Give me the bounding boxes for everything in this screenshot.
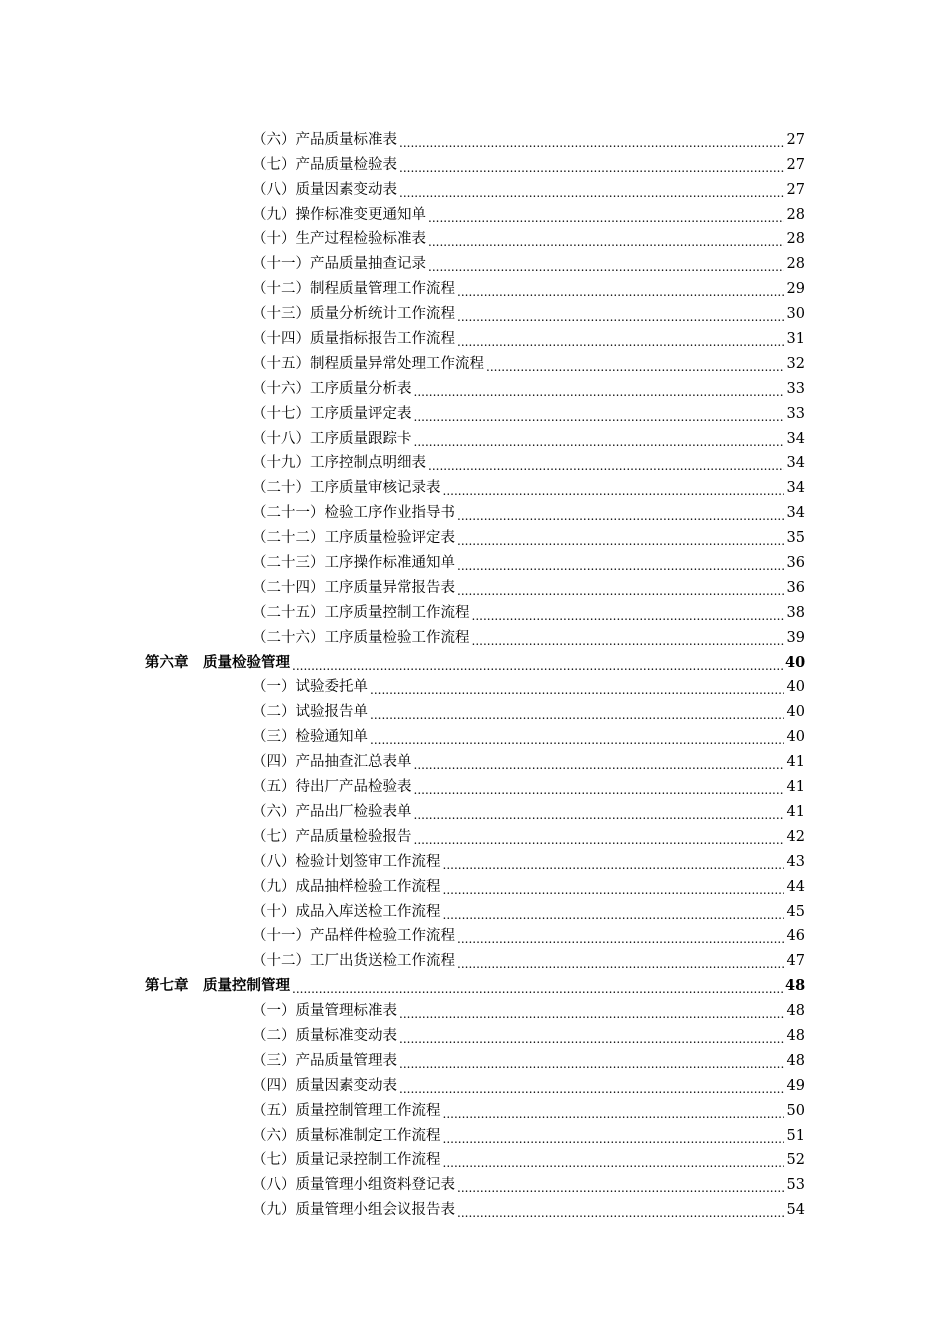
- toc-page-number: 40: [786, 729, 805, 746]
- toc-entry[interactable]: [0, 398, 950, 423]
- toc-page-number: 51: [786, 1127, 805, 1144]
- toc-entry-title: （二十二）工序质量检验评定表: [252, 530, 455, 547]
- toc-entry[interactable]: [0, 273, 950, 298]
- toc-entry-title: （二十三）工序操作标准通知单: [252, 555, 455, 572]
- toc-entry[interactable]: [0, 821, 950, 846]
- toc-entry[interactable]: [0, 1070, 950, 1095]
- toc-dot-leader: [443, 1151, 785, 1169]
- toc-entry[interactable]: [0, 423, 950, 448]
- toc-entry-title: （三）检验通知单: [252, 729, 368, 746]
- toc-entry-title: （二十一）检验工序作业指导书: [252, 505, 455, 522]
- toc-entry[interactable]: [0, 1120, 950, 1145]
- toc-page-number: 36: [786, 579, 805, 596]
- toc-entry-title: （七）产品质量检验表: [252, 156, 397, 173]
- toc-entry-title: （八）检验计划签审工作流程: [252, 853, 441, 870]
- toc-dot-leader: [443, 1102, 785, 1120]
- toc-page-number: 34: [786, 480, 805, 497]
- toc-dot-leader: [457, 927, 784, 945]
- toc-entry[interactable]: [0, 323, 950, 348]
- toc-entry[interactable]: [0, 224, 950, 249]
- toc-entry[interactable]: [0, 846, 950, 871]
- toc-entry-title: （十六）工序质量分析表: [252, 380, 412, 397]
- toc-page-number: 50: [786, 1102, 805, 1119]
- toc-page-number: 49: [786, 1077, 805, 1094]
- toc-page-number: 34: [786, 505, 805, 522]
- toc-dot-leader: [414, 778, 785, 796]
- toc-entry-title: （二十六）工序质量检验工作流程: [252, 629, 470, 646]
- toc-entry-title: （三）产品质量管理表: [252, 1052, 397, 1069]
- toc-dot-leader: [414, 405, 785, 423]
- toc-dot-leader: [457, 1201, 784, 1219]
- toc-entry[interactable]: [0, 472, 950, 497]
- toc-page-number: 29: [786, 281, 805, 298]
- toc-entry-title: （八）质量因素变动表: [252, 181, 397, 198]
- toc-entry-title: （二）试验报告单: [252, 704, 368, 721]
- toc-entry[interactable]: [0, 746, 950, 771]
- toc-dot-leader: [414, 753, 785, 771]
- toc-entry-title: （九）质量管理小组会议报告表: [252, 1202, 455, 1219]
- toc-dot-leader: [399, 156, 784, 174]
- toc-page-number: 52: [786, 1152, 805, 1169]
- toc-dot-leader: [443, 853, 785, 871]
- toc-entry-title: （九）操作标准变更通知单: [252, 206, 426, 223]
- toc-entry[interactable]: [0, 1169, 950, 1194]
- toc-page-number: 47: [786, 953, 805, 970]
- toc-entry[interactable]: [0, 1095, 950, 1120]
- toc-page-number: 27: [786, 156, 805, 173]
- toc-entry-title: 第六章 质量检验管理: [145, 653, 290, 671]
- toc-entry-title: （八）质量管理小组资料登记表: [252, 1177, 455, 1194]
- toc-page-number: 38: [786, 604, 805, 621]
- toc-entry-title: （五）质量控制管理工作流程: [252, 1102, 441, 1119]
- toc-entry[interactable]: [0, 298, 950, 323]
- toc-page-number: 27: [786, 181, 805, 198]
- toc-entry[interactable]: [0, 995, 950, 1020]
- table-of-contents: [0, 124, 950, 1219]
- toc-dot-leader: [443, 878, 785, 896]
- toc-page-number: 31: [786, 331, 805, 348]
- toc-entry-title: （二十五）工序质量控制工作流程: [252, 604, 470, 621]
- toc-page-number: 41: [786, 803, 805, 820]
- toc-entry-title: （十）成品入库送检工作流程: [252, 903, 441, 920]
- toc-entry-title: （五）待出厂产品检验表: [252, 779, 412, 796]
- toc-page-number: 30: [786, 306, 805, 323]
- toc-dot-leader: [457, 554, 784, 572]
- toc-page-number: 48: [786, 1052, 805, 1069]
- toc-entry-title: （十七）工序质量评定表: [252, 405, 412, 422]
- toc-entry-title: （四）质量因素变动表: [252, 1077, 397, 1094]
- toc-dot-leader: [370, 703, 784, 721]
- toc-entry-title: （十三）质量分析统计工作流程: [252, 306, 455, 323]
- toc-dot-leader: [370, 678, 784, 696]
- toc-entry-title: （十二）工厂出货送检工作流程: [252, 953, 455, 970]
- toc-dot-leader: [457, 529, 784, 547]
- toc-page-number: 39: [786, 629, 805, 646]
- toc-page-number: 48: [785, 977, 806, 995]
- toc-entry[interactable]: [0, 348, 950, 373]
- toc-entry[interactable]: [0, 622, 950, 647]
- toc-dot-leader: [292, 654, 784, 672]
- toc-page-number: 28: [786, 206, 805, 223]
- toc-page-number: 44: [786, 878, 805, 895]
- toc-entry-title: （十一）产品质量抽查记录: [252, 256, 426, 273]
- toc-dot-leader: [486, 355, 784, 373]
- toc-entry[interactable]: [0, 547, 950, 572]
- toc-entry-title: （七）产品质量检验报告: [252, 828, 412, 845]
- toc-page-number: 48: [786, 1003, 805, 1020]
- toc-chapter-entry[interactable]: [0, 647, 950, 672]
- toc-entry[interactable]: [0, 124, 950, 149]
- toc-dot-leader: [457, 504, 784, 522]
- toc-page-number: 35: [786, 530, 805, 547]
- toc-page-number: 28: [786, 256, 805, 273]
- toc-entry-title: （二）质量标准变动表: [252, 1027, 397, 1044]
- toc-entry[interactable]: [0, 248, 950, 273]
- toc-entry-title: （一）试验委托单: [252, 679, 368, 696]
- toc-dot-leader: [428, 230, 784, 248]
- toc-entry-title: （十）生产过程检验标准表: [252, 231, 426, 248]
- toc-dot-leader: [428, 454, 784, 472]
- toc-entry-title: （四）产品抽查汇总表单: [252, 754, 412, 771]
- toc-dot-leader: [472, 604, 785, 622]
- toc-page-number: 48: [786, 1027, 805, 1044]
- toc-dot-leader: [399, 1002, 784, 1020]
- toc-entry[interactable]: [0, 174, 950, 199]
- toc-entry[interactable]: [0, 921, 950, 946]
- toc-page-number: 36: [786, 555, 805, 572]
- toc-entry-title: （九）成品抽样检验工作流程: [252, 878, 441, 895]
- toc-page-number: 41: [786, 779, 805, 796]
- toc-entry[interactable]: [0, 448, 950, 473]
- toc-entry[interactable]: [0, 572, 950, 597]
- toc-entry[interactable]: [0, 522, 950, 547]
- toc-entry-title: （十一）产品样件检验工作流程: [252, 928, 455, 945]
- toc-entry[interactable]: [0, 497, 950, 522]
- toc-page-number: 28: [786, 231, 805, 248]
- toc-page-number: 27: [786, 131, 805, 148]
- toc-dot-leader: [399, 1027, 784, 1045]
- toc-page-number: 54: [786, 1202, 805, 1219]
- toc-page-number: 53: [786, 1177, 805, 1194]
- toc-entry[interactable]: [0, 945, 950, 970]
- toc-dot-leader: [443, 903, 785, 921]
- toc-page-number: 40: [786, 679, 805, 696]
- toc-entry[interactable]: [0, 1020, 950, 1045]
- toc-entry[interactable]: [0, 1045, 950, 1070]
- toc-entry[interactable]: [0, 721, 950, 746]
- toc-dot-leader: [443, 1127, 785, 1145]
- toc-entry[interactable]: [0, 796, 950, 821]
- toc-page-number: 40: [786, 704, 805, 721]
- toc-entry[interactable]: [0, 199, 950, 224]
- toc-chapter-entry[interactable]: [0, 970, 950, 995]
- toc-entry[interactable]: [0, 771, 950, 796]
- toc-page-number: 33: [786, 380, 805, 397]
- toc-entry-title: （一）质量管理标准表: [252, 1003, 397, 1020]
- toc-dot-leader: [472, 629, 785, 647]
- toc-page-number: 41: [786, 754, 805, 771]
- toc-page-number: 32: [786, 355, 805, 372]
- toc-entry-title: （二十）工序质量审核记录表: [252, 480, 441, 497]
- toc-entry-title: （七）质量记录控制工作流程: [252, 1152, 441, 1169]
- toc-entry-title: 第七章 质量控制管理: [145, 977, 290, 995]
- toc-page-number: 40: [785, 653, 806, 671]
- toc-dot-leader: [399, 1077, 784, 1095]
- toc-entry-title: （十四）质量指标报告工作流程: [252, 331, 455, 348]
- toc-entry-title: （六）产品出厂检验表单: [252, 803, 412, 820]
- toc-entry[interactable]: [0, 1194, 950, 1219]
- toc-entry[interactable]: [0, 696, 950, 721]
- toc-dot-leader: [414, 430, 785, 448]
- toc-dot-leader: [457, 579, 784, 597]
- toc-entry[interactable]: [0, 149, 950, 174]
- toc-entry[interactable]: [0, 896, 950, 921]
- toc-entry-title: （二十四）工序质量异常报告表: [252, 579, 455, 596]
- toc-dot-leader: [399, 1052, 784, 1070]
- toc-dot-leader: [370, 728, 784, 746]
- toc-page-number: 43: [786, 853, 805, 870]
- toc-entry-title: （十二）制程质量管理工作流程: [252, 281, 455, 298]
- toc-entry-title: （十五）制程质量异常处理工作流程: [252, 355, 484, 372]
- toc-page-number: 45: [786, 903, 805, 920]
- toc-entry-title: （十九）工序控制点明细表: [252, 455, 426, 472]
- toc-dot-leader: [428, 255, 784, 273]
- toc-entry-title: （六）质量标准制定工作流程: [252, 1127, 441, 1144]
- toc-dot-leader: [292, 977, 784, 995]
- toc-page-number: 46: [786, 928, 805, 945]
- toc-dot-leader: [428, 206, 784, 224]
- toc-entry[interactable]: [0, 373, 950, 398]
- toc-dot-leader: [443, 479, 785, 497]
- toc-dot-leader: [414, 803, 785, 821]
- toc-entry[interactable]: [0, 597, 950, 622]
- toc-dot-leader: [399, 131, 784, 149]
- toc-dot-leader: [457, 330, 784, 348]
- toc-dot-leader: [457, 305, 784, 323]
- toc-page-number: 34: [786, 430, 805, 447]
- toc-entry-title: （六）产品质量标准表: [252, 131, 397, 148]
- toc-dot-leader: [414, 828, 785, 846]
- toc-entry[interactable]: [0, 1145, 950, 1170]
- toc-dot-leader: [414, 380, 785, 398]
- toc-dot-leader: [457, 1176, 784, 1194]
- toc-dot-leader: [457, 280, 784, 298]
- toc-page-number: 33: [786, 405, 805, 422]
- toc-dot-leader: [457, 952, 784, 970]
- toc-entry[interactable]: [0, 871, 950, 896]
- toc-entry-title: （十八）工序质量跟踪卡: [252, 430, 412, 447]
- toc-entry[interactable]: [0, 672, 950, 697]
- toc-page-number: 34: [786, 455, 805, 472]
- toc-page-number: 42: [786, 828, 805, 845]
- toc-dot-leader: [399, 181, 784, 199]
